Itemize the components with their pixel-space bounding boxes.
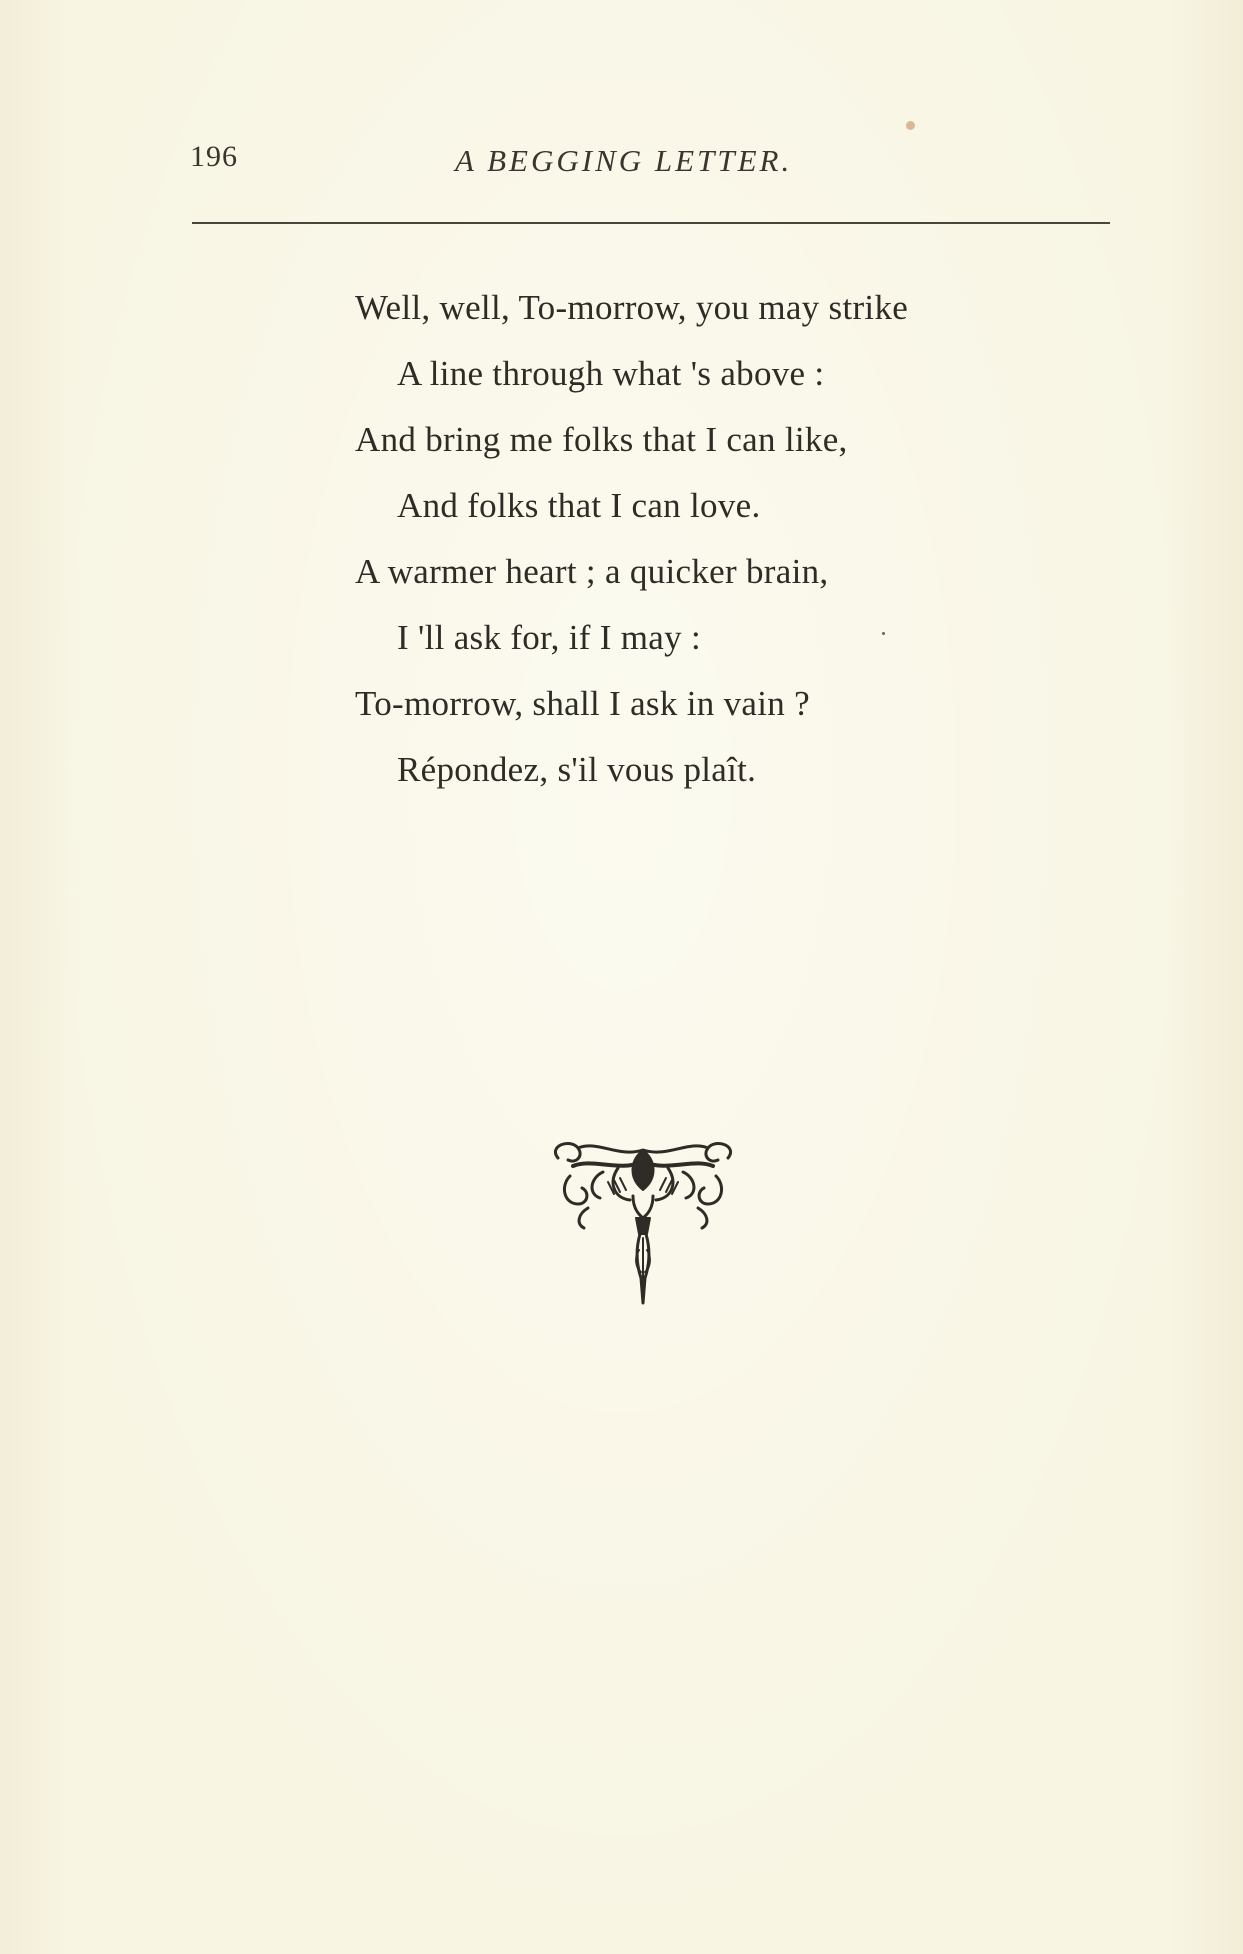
poem-line: And bring me folks that I can like, xyxy=(355,420,848,459)
header-rule xyxy=(192,222,1110,224)
tailpiece-ornament-icon xyxy=(548,1138,738,1318)
poem-line: A warmer heart ; a quicker brain, xyxy=(355,552,829,591)
poem-line: I 'll ask for, if I may : xyxy=(397,618,701,657)
poem-line: Well, well, To-morrow, you may strike xyxy=(355,288,909,327)
running-title: A BEGGING LETTER. xyxy=(455,143,793,178)
paper-speck xyxy=(882,632,885,635)
page-number: 196 xyxy=(190,140,238,173)
poem-line: A line through what 's above : xyxy=(397,354,825,393)
poem-stanza xyxy=(355,275,1155,803)
paper-speck xyxy=(906,121,915,130)
poem-line: And folks that I can love. xyxy=(397,486,761,525)
poem-line: Répondez, s'il vous plaît. xyxy=(397,750,757,789)
poem-line: To-morrow, shall I ask in vain ? xyxy=(355,684,810,723)
